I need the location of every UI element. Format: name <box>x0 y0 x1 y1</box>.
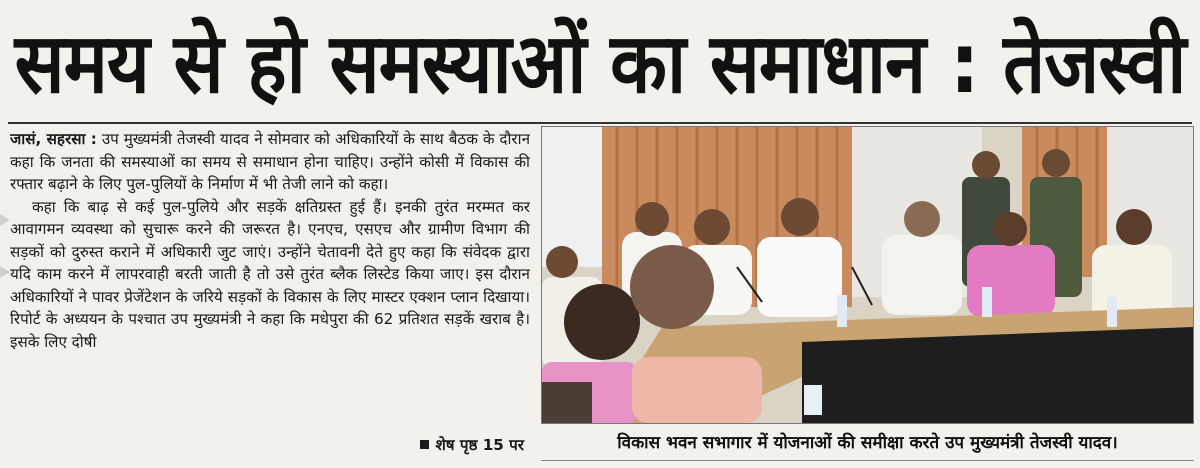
fold-mark-top <box>0 214 10 226</box>
continued-note-text: शेष पृष्ठ 15 पर <box>435 435 524 454</box>
article-paragraph-1 <box>10 128 530 196</box>
square-bullet-icon <box>420 440 429 449</box>
headline-rule <box>8 122 1192 124</box>
fold-mark-bottom <box>0 266 10 278</box>
meeting-photo-illustration <box>542 127 1193 423</box>
article-body <box>10 128 530 460</box>
caption-rule <box>541 460 1194 461</box>
news-photo <box>541 126 1194 424</box>
dateline: जासं, सहरसा : <box>10 130 97 148</box>
headline: समय से हो समस्याओं का समाधान : तेजस्वी <box>14 15 1186 113</box>
photo-caption: विकास भवन सभागार में योजनाओं की समीक्षा करते उप मुख्यमंत्री तेजस्वी यादव। <box>617 432 1118 453</box>
article-paragraph-1-text: उप मुख्यमंत्री तेजस्वी यादव ने सोमवार को अधिकारियों के साथ बैठक के दौरान कहा कि जनता की समस्याओं का समय से समाधान होना चाहिए। उन्होंने कोसी में विकास की रफ्तार बढ़ाने के लिए पुल-पुलियों के निर्माण में भी तेजी लाने को कहा। <box>10 130 530 193</box>
article-paragraph-2: कहा कि बाढ़ से कई पुल-पुलिये और सड़कें क्षतिग्रस्त हुई हैं। इनकी तुरंत मरम्मत कर आवागमन व्यवस्था को सुचारू करने की जरूरत है। एनएच, एसएच और ग्रामीण विभाग की सड़कों को दुरुस्त कराने में अधिकारी जुट जाएं। उन्होंने चेतावनी देते हुए कहा कि संवेदक द्वारा यदि काम करने में लापरवाही बरती जाती है तो उसे तुरंत ब्लैक लिस्टेड किया जाए। इस दौरान अधिकारियों ने पावर प्रेजेंटेशन के जरिये सड़कों के विकास के लिए मास्टर एक्शन प्लान दिखाया। रिपोर्ट के अध्ययन के पश्चात उप मुख्यमंत्री ने कहा कि मधेपुरा की 62 प्रतिशत सड़कें खराब है। इसके लिए दोषी <box>10 197 530 351</box>
continued-note <box>412 434 524 457</box>
